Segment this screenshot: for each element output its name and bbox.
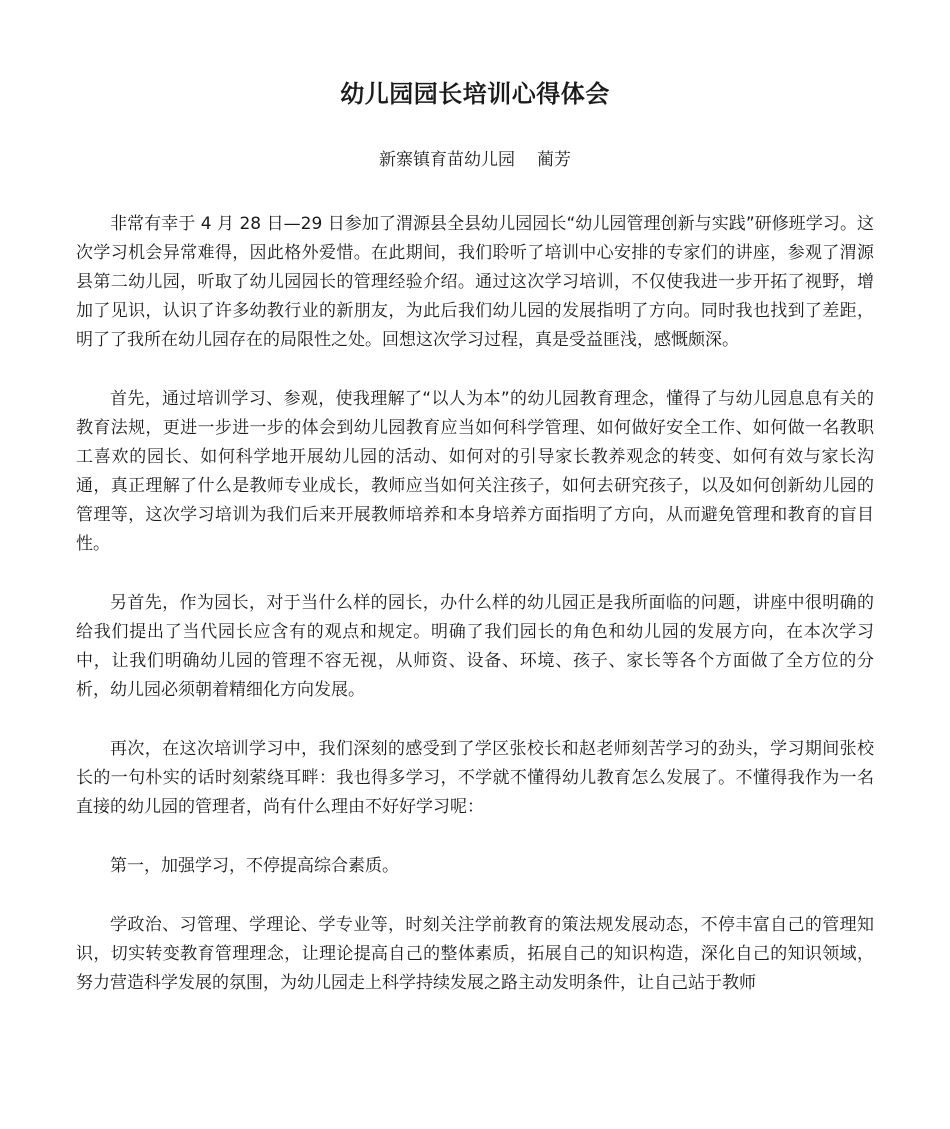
paragraph-2: 首先，通过培训学习、参观，使我理解了“以人为本”的幼儿园教育理念，懂得了与幼儿园息息有关的教育法规，更进一步进一步的体会到幼儿园教育应当如何科学管理、如何做好安全工作、如何做一名教职工喜欢的园长、如何科学地开展幼儿园的活动、如何对的引导家长教养观念的转变、如何有效与家长沟通，真正理解了什么是教师专业成长，教师应当如何关注孩子，如何去研究孩子，以及如何创新幼儿园的管理等，这次学习培训为我们后来开展教师培养和本身培养方面指明了方向，从而避免管理和教育的盲目性。 [76, 389, 874, 554]
byline-author: 蔺芳 [537, 150, 571, 170]
document-title: 幼儿园园长培训心得体会 [340, 80, 610, 108]
document-byline [76, 146, 874, 174]
paragraph-5: 第一，加强学习，不停提高综合素质。 [110, 856, 399, 876]
paragraph-3: 另首先，作为园长，对于当什么样的园长，办什么样的幼儿园正是我所面临的问题，讲座中很明确的给我们提出了当代园长应含有的观点和规定。明确了我们园长的角色和幼儿园的发展方向，在本次学习中，让我们明确幼儿园的管理不容无视，从师资、设备、环境、孩子、家长等各个方面做了全方位的分析，幼儿园必须朝着精细化方向发展。 [76, 593, 874, 700]
document-body [76, 210, 874, 998]
byline-organization: 新寨镇育苗幼儿园 [379, 150, 515, 170]
paragraph-4: 再次，在这次培训学习中，我们深刻的感受到了学区张校长和赵老师刻苦学习的劲头，学习期间张校长的一句朴实的话时刻萦绕耳畔：我也得多学习，不学就不懂得幼儿教育怎么发展了。不懂得我作为一名直接的幼儿园的管理者，尚有什么理由不好好学习呢： [76, 739, 874, 817]
paragraph-6: 学政治、习管理、学理论、学专业等，时刻关注学前教育的策法规发展动态，不停丰富自己的管理知识，切实转变教育管理理念，让理论提高自己的整体素质，拓展自己的知识构造，深化自己的知识领域，努力营造科学发展的氛围，为幼儿园走上科学持续发展之路主动发明条件，让自己站于教师 [76, 915, 874, 993]
paragraph-1: 非常有幸于 4 月 28 日—29 日参加了渭源县全县幼儿园园长“幼儿园管理创新与实践”研修班学习。这次学习机会异常难得，因此格外爱惜。在此期间，我们聆听了培训中心安排的专家们的讲座，参观了渭源县第二幼儿园，听取了幼儿园园长的管理经验介绍。通过这次学习培训，不仅使我进一步开拓了视野，增加了见识，认识了许多幼教行业的新朋友，为此后我们幼儿园的发展指明了方向。同时我也找到了差距，明了了我所在幼儿园存在的局限性之处。回想这次学习过程，真是受益匪浅，感慨颇深。 [76, 214, 874, 350]
